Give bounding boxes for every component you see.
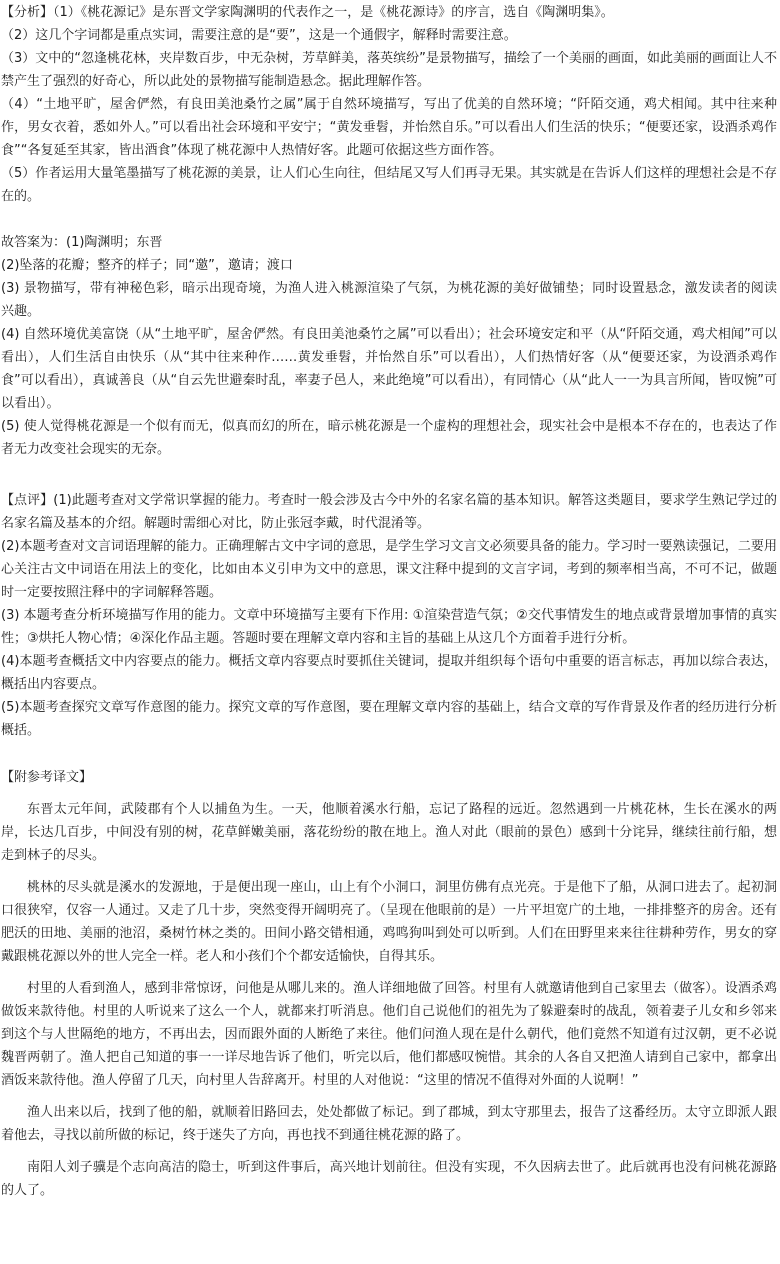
- analysis-line-1: 【分析】（1）《桃花源记》是东晋文学家陶渊明的代表作之一，是《桃花源诗》的序言，选自《陶渊明集》。: [1, 5, 614, 20]
- translation-paragraph-2: 桃林的尽头就是溪水的发源地，于是便出现一座山，山上有个小洞口，洞里仿佛有点光亮。于是他下了船，从洞口进去了。起初洞口很狭窄，仅容一人通过。又走了几十步，突然变得开阔明亮了。（呈现在他眼前的是）一片平坦宽广的土地，一排排整齐的房舍。还有肥沃的田地、美丽的池沼，桑树竹林之类的。田间小路交错相通，鸡鸣狗叫到处可以听到。人们在田野里来来往往耕种劳作，男女的穿戴跟桃花源以外的世人完全一样。老人和小孩们个个都安适愉快，自得其乐。: [1, 880, 777, 964]
- translation-paragraph-3: 村里的人看到渔人，感到非常惊讶，问他是从哪儿来的。渔人详细地做了回答。村里有人就邀请他到自己家里去（做客）。设酒杀鸡做饭来款待他。村里的人听说来了这么一个人，就都来打听消息。他们自己说他们的祖先为了躲避秦时的战乱，领着妻子儿女和乡邻来到这个与人世隔绝的地方，不再出去，因而跟外面的人断绝了来往。他们问渔人现在是什么朝代，他们竟然不知道有过汉朝，更不必说魏晋两朝了。渔人把自己知道的事一一详尽地告诉了他们，听完以后，他们都感叹惋惜。其余的人各自又把渔人请到自己家中，都拿出酒饭来款待他。渔人停留了几天，向村里人告辞离开。村里的人对他说：“这里的情况不值得对外面的人说啊！”: [1, 981, 777, 1088]
- analysis-line-4: （4）“土地平旷，屋舍俨然，有良田美池桑竹之属”属于自然环境描写，写出了优美的自然环境；“阡陌交通，鸡犬相闻。其中往来种作，男女衣着，悉如外人。”可以看出社会环境和平安宁；“黄发垂髫，并怡然自乐。”可以看出人们生活的快乐；“便要还家，设酒杀鸡作食”“各复延至其家，皆出酒食”体现了桃花源中人热情好客。此题可依据这些方面作答。: [1, 97, 777, 158]
- comment-section: [1, 489, 777, 742]
- translation-section: [1, 766, 777, 1202]
- answer-section: [1, 231, 777, 461]
- analysis-section: [1, 1, 777, 208]
- translation-paragraph-5: 南阳人刘子骥是个志向高洁的隐士，听到这件事后，高兴地计划前往。但没有实现，不久因病去世了。此后就再也没有问桃花源路的人了。: [1, 1160, 777, 1198]
- comment-line-5: (5)本题考查探究文章写作意图的能力。探究文章的写作意图，要在理解文章内容的基础上，结合文章的写作背景及作者的经历进行分析概括。: [1, 700, 777, 738]
- comment-line-4: (4)本题考查概括文中内容要点的能力。概括文章内容要点时要抓住关键词，提取并组织每个语句中重要的语言标志，再加以综合表达，概括出内容要点。: [1, 654, 777, 692]
- answer-line-2: (2)坠落的花瓣；整齐的样子；同“邀”，邀请；渡口: [1, 258, 293, 273]
- answer-line-3: (3) 景物描写，带有神秘色彩，暗示出现奇境，为渔人进入桃源渲染了气氛，为桃花源的美好做铺垫；同时设置悬念，激发读者的阅读兴趣。: [1, 281, 777, 319]
- answer-line-4: (4) 自然环境优美富饶（从“土地平旷，屋舍俨然。有良田美池桑竹之属”可以看出）；社会环境安定和平（从“阡陌交通，鸡犬相闻”可以看出），人们生活自由快乐（从“其中往来种作……黄发垂髫，并怡然自乐”可以看出），人们热情好客（从“便要还家，为设酒杀鸡作食”可以看出），真诚善良（从“自云先世避秦时乱，率妻子邑人，来此绝境”可以看出），有同情心（从“此人一一为具言所闻，皆叹惋”可以看出）。: [1, 327, 777, 411]
- answer-line-1: 故答案为：(1)陶渊明；东晋: [1, 235, 163, 250]
- analysis-line-5: （5）作者运用大量笔墨描写了桃花源的美景，让人们心生向往，但结尾又写人们再寻无果。其实就是在告诉人们这样的理想社会是不存在的。: [1, 166, 777, 204]
- translation-paragraph-1: 东晋太元年间，武陵郡有个人以捕鱼为生。一天，他顺着溪水行船，忘记了路程的远近。忽然遇到一片桃花林，生长在溪水的两岸，长达几百步，中间没有别的树，花草鲜嫩美丽，落花纷纷的散在地上。渔人对此（眼前的景色）感到十分诧异，继续往前行船，想走到林子的尽头。: [1, 802, 777, 863]
- translation-paragraph-4: 渔人出来以后，找到了他的船，就顺着旧路回去，处处都做了标记。到了郡城，到太守那里去，报告了这番经历。太守立即派人跟着他去，寻找以前所做的标记，终于迷失了方向，再也找不到通往桃花源的路了。: [1, 1105, 777, 1143]
- analysis-line-3: （3）文中的“忽逢桃花林，夹岸数百步，中无杂树，芳草鲜美，落英缤纷”是景物描写，描绘了一个美丽的画面，如此美丽的画面让人不禁产生了强烈的好奇心，所以此处的景物描写能制造悬念。据此理解作答。: [1, 51, 777, 89]
- translation-heading: 【附参考译文】: [1, 770, 93, 785]
- answer-line-5: (5) 使人觉得桃花源是一个似有而无，似真而幻的所在，暗示桃花源是一个虚构的理想社会，现实社会中是根本不存在的，也表达了作者无力改变社会现实的无奈。: [1, 419, 777, 457]
- comment-line-2: (2)本题考查对文言词语理解的能力。正确理解古文中字词的意思，是学生学习文言文必须要具备的能力。学习时一要熟读强记，二要用心关注古文中词语在用法上的变化，比如由本义引申为文中的意思，课文注释中提到的文言字词，考到的频率相当高，不可不记，做题时一定要按照注释中的字词解释答题。: [1, 539, 777, 600]
- analysis-line-2: （2）这几个字词都是重点实词，需要注意的是“要”，这是一个通假字，解释时需要注意。: [1, 28, 517, 43]
- comment-line-1: 【点评】(1)此题考查对文学常识掌握的能力。考查时一般会涉及古今中外的名家名篇的基本知识。解答这类题目，要求学生熟记学过的名家名篇及基本的介绍。解题时需细心对比，防止张冠李戴，时代混淆等。: [1, 493, 777, 531]
- comment-line-3: (3) 本题考查分析环境描写作用的能力。文章中环境描写主要有下作用: ①渲染营造气氛；②交代事情发生的地点或背景增加事情的真实性；③烘托人物心情；④深化作品主题。答题时要在理解文章内容和主旨的基础上从这几个方面着手进行分析。: [1, 608, 777, 646]
